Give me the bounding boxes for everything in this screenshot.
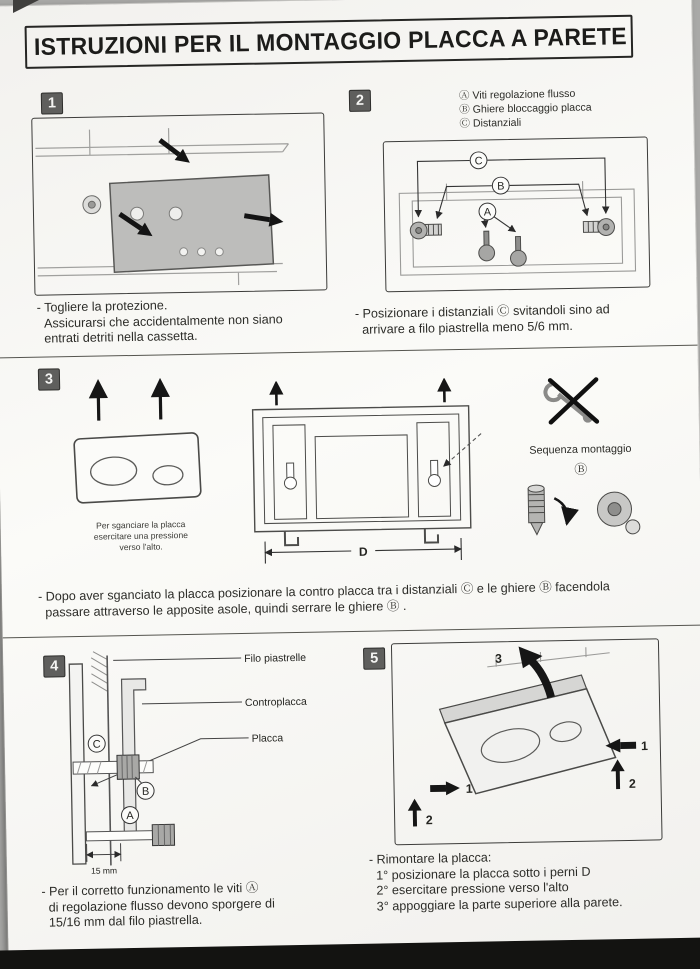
dimension-15mm-label: 15 mm <box>90 865 118 876</box>
step-2-diagram <box>383 136 651 292</box>
step-5-badge: 5 <box>363 647 385 669</box>
step-3-plate-note: Per sganciare la placca esercitare una pressione verso l'alto. <box>93 519 189 553</box>
callout-line <box>113 658 241 660</box>
step-3-plate-illustration <box>60 377 213 520</box>
wall-hatch <box>91 651 108 691</box>
mark-c: C <box>92 738 101 751</box>
mark-3: 3 <box>494 651 503 666</box>
scan-corner-artifact <box>13 0 39 13</box>
sequence-title: Sequenza montaggio <box>529 442 632 457</box>
mark-left-2: 2 <box>425 813 433 828</box>
step-1-illustration <box>32 113 325 293</box>
callout-line <box>142 702 242 704</box>
flush-plate-3d <box>439 674 616 794</box>
mark-b: B <box>497 180 505 193</box>
step-1-badge: 1 <box>41 92 63 114</box>
step-3-caption: - Dopo aver sganciato la placca posizionare la contro placca tra i distanziali Ⓒ e le ghiere Ⓑ facendola passare attraverso le apposite asole, quindi serrare le ghiere Ⓑ . <box>37 579 610 620</box>
dimension-15mm <box>87 843 121 862</box>
screw-head-icon <box>83 196 101 214</box>
callout-placca: Placca <box>251 732 284 745</box>
mark-b: B <box>141 785 150 798</box>
sequence-panel <box>496 372 665 557</box>
step-3-frame-illustration <box>236 378 488 579</box>
section-divider <box>0 345 698 359</box>
step-2-caption: - Posizionare i distanziali Ⓒ svitandoli sino ad arrivare a filo piastrella meno 5/6 mm. <box>354 302 610 337</box>
step-1-diagram <box>31 112 327 295</box>
mark-c: C <box>474 155 483 168</box>
up-arrow-icon <box>91 381 168 420</box>
section-divider <box>3 625 700 639</box>
screw-side-icon <box>528 485 545 535</box>
step-5-diagram <box>391 638 663 845</box>
step-2-legend <box>459 88 592 132</box>
sequence-mark: Ⓑ <box>574 461 588 477</box>
mark-left-1: 1 <box>465 781 473 796</box>
page-title: ISTRUZIONI PER IL MONTAGGIO PLACCA A PARETE <box>33 22 628 61</box>
step-3-badge: 3 <box>38 368 60 390</box>
title-box <box>25 15 634 69</box>
step-4-badge: 4 <box>43 655 65 677</box>
mark-a: A <box>483 206 492 219</box>
mark-a: A <box>126 810 134 823</box>
sequence-screws-illustration <box>506 474 657 557</box>
legend-item: Ⓑ Ghiere bloccaggio placca <box>459 101 592 116</box>
spacer-screw-icon <box>410 222 441 239</box>
step-1-caption: - Togliere la protezione. Assicurarsi che accidentalmente non siano entrati detriti nella cassetta. <box>36 298 283 346</box>
callout-filo-piastrelle: Filo piastrelle <box>244 651 307 665</box>
wall-edge <box>487 647 610 667</box>
up-arrow-icon <box>611 759 625 789</box>
step-4-caption: - Per il corretto funzionamento le viti Ⓐ di regolazione flusso devono sporgere di 15/16 mm dal filo piastrella. <box>41 880 275 930</box>
step-2-badge: 2 <box>349 90 371 112</box>
legend-item: Ⓒ Distanziali <box>459 116 522 130</box>
spacer-screw-icon <box>583 219 614 236</box>
up-arrow-icon <box>408 799 422 827</box>
push-arrow-icon <box>430 781 460 795</box>
step-5-illustration <box>392 639 661 843</box>
turn-arrow-icon <box>554 498 567 524</box>
callout-controplacca: Controplacca <box>244 695 307 709</box>
flush-plate-front <box>74 433 201 504</box>
mark-right-1: 1 <box>640 738 649 754</box>
label-leader-lines <box>417 158 606 233</box>
flow-screw-icon <box>478 231 526 267</box>
step-2-illustration <box>384 138 649 291</box>
no-tools-icon <box>540 375 605 428</box>
scan-bottom-bar <box>0 937 700 969</box>
legend-item: Ⓐ Viti regolazione flusso <box>458 87 576 102</box>
mark-right-2: 2 <box>628 776 636 791</box>
step-5-caption: - Rimontare la placca: 1° posizionare la placca sotto i perni D 2° esercitare pressione verso l'alto 3° appoggiare la parte superiore alla parete. <box>368 850 623 914</box>
screw-end-icon <box>597 492 640 535</box>
keyhole-slot-icon <box>284 460 440 489</box>
step-4-illustration <box>29 645 353 883</box>
dimension-d-label: D <box>358 544 368 559</box>
up-arrow-icon <box>271 380 449 405</box>
